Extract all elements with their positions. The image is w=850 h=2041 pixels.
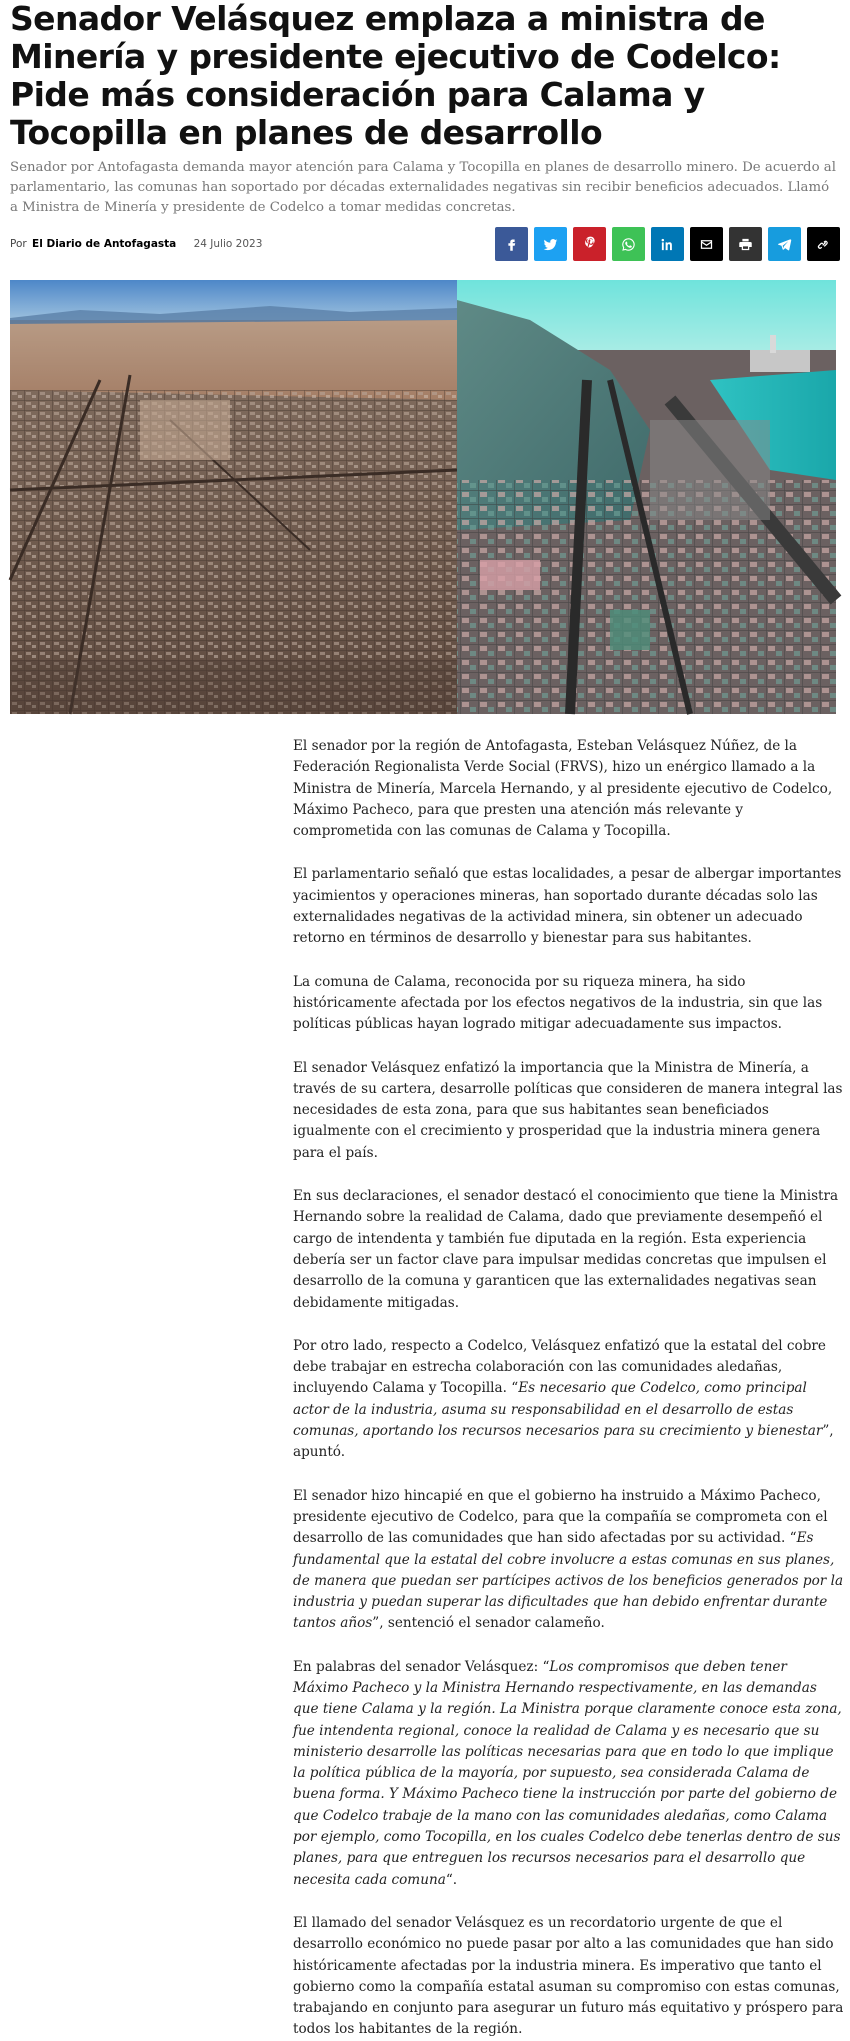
paragraph: La comuna de Calama, reconocida por su riqueza minera, ha sido históricamente afectada por los efectos negativos de la industria, sin que las políticas públicas hayan logrado mitigar adecuadamente sus impactos. [293,973,823,1033]
text: ”, apuntó. [293,1423,834,1461]
article-excerpt: Senador por Antofagasta demanda mayor atención para Calama y Tocopilla en planes de desarrollo minero. De acuerdo al parlamentario, las comunas han soportado por décadas externalidades negativas sin recibir beneficios adecuados. Llamó a Ministra de Minería y presidente de Codelco a tomar medidas concretas. [10,160,836,215]
quote: Es necesario que Codelco, como principal actor de la industria, asuma su responsabilidad en el desarrollo de estas comunas, aportando los recursos necesarios para su crecimiento y bienestar [293,1380,823,1440]
quote: Los compromisos que deben tener Máximo Pacheco y la Ministra Hernando respectivamente, en las demandas que tiene Calama y la región. La Ministra porque claramente conoce esta zona, fue intendenta regional, conoce la realidad de Calama y es necesario que su ministerio desarrolle las políticas necesarias para que en todo lo que implique la política pública de la mayoría, por supuesto, sea considerada Calama de buena forma. Y Máximo Pacheco tiene la instrucción por parte del gobierno de que Codelco trabaje de la mano con las comunidades aledañas, como Calama por ejemplo, como Tocopilla, en los cuales Codelco debe tenerlas dentro de sus planes, para que entreguen los recursos necesarios para el desarrollo que necesita cada comuna [293,1658,842,1888]
paragraph-with-quote [293,1336,845,1464]
copy-link-button[interactable] [807,227,840,261]
paragraph: En sus declaraciones, el senador destacó el conocimiento que tiene la Ministra Hernando sobre la realidad de Calama, dado que previamente desempeñó el cargo de intendenta y también fue diputada en la región. Esta experiencia debería ser un factor clave para impulsar medidas concretas que impulsen el desarrollo de la comuna y garanticen que las externalidades negativas sean debidamente mitigadas. [293,1188,839,1311]
paragraph: El senador por la región de Antofagasta, Esteban Velásquez Núñez, de la Federación Regionalista Verde Social (FRVS), hizo un enérgico llamado a la Ministra de Minería, Marcela Hernando, y al presidente ejecutivo de Codelco, Máximo Pacheco, para que presten una atención más relevante y comprometida con las comunas de Calama y Tocopilla. [293,738,833,840]
share-telegram-button[interactable] [768,227,801,261]
text: “. [445,1871,458,1888]
paragraph: El llamado del senador Velásquez es un recordatorio urgente de que el desarrollo económico no puede pasar por alto a las comunidades que han sido históricamente afectadas por la industria minera. Es imperativo que tanto el gobierno como la compañía estatal asuman su compromiso con estas comunas, trabajando en conjunto para asegurar un futuro más equitativo y próspero para todos los habitantes de la región. [293,1914,844,2038]
mail-icon [699,237,714,252]
article-title: Senador Velásquez emplaza a ministra de Minería y presidente ejecutivo de Codelco: Pide más consideración para Calama y Tocopilla en planes de desarrollo [10,0,781,152]
aerial-cities-photo [10,280,836,714]
share-twitter-button[interactable] [534,227,567,261]
publish-date: 24 Julio 2023 [193,238,263,250]
text: Por otro lado, respecto a Codelco, Velásquez enfatizó que la estatal del cobre debe trabajar en estrecha colaboración con las comunidades aledañas, incluyendo Calama y Tocopilla. “ [293,1337,826,1397]
author-link[interactable]: El Diario de Antofagasta [32,238,177,250]
share-email-button[interactable] [690,227,723,261]
by-label: Por [10,238,27,250]
quote: Es fundamental que la estatal del cobre involucre a estas comunas en sus planes, de manera que puedan ser partícipes activos de los beneficios generados por la industria y puedan superar las dificultades que han debido enfrentar durante tantos años [293,1530,844,1632]
link-icon [816,237,831,252]
text: ”, sentenció el senador calameño. [372,1615,605,1632]
paragraph-with-quote [293,1657,845,1891]
text: En palabras del senador Velásquez: “ [293,1658,550,1675]
share-pinterest-button[interactable] [573,227,606,261]
share-facebook-button[interactable] [495,227,528,261]
print-icon [738,237,753,252]
whatsapp-icon [621,237,636,252]
facebook-icon [504,237,519,252]
meta-row [10,226,840,262]
share-bar [495,227,840,261]
paragraph-with-quote [293,1486,845,1635]
share-linkedin-button[interactable] [651,227,684,261]
pinterest-icon [582,237,597,252]
twitter-icon [543,237,558,252]
byline [10,238,262,250]
article-body [293,736,845,2041]
paragraph: El parlamentario señaló que estas localidades, a pesar de albergar importantes yacimientos y operaciones mineras, han soportado durante décadas solo las externalidades negativas de la actividad minera, sin obtener un adecuado retorno en términos de desarrollo y bienestar para sus habitantes. [293,866,842,947]
share-whatsapp-button[interactable] [612,227,645,261]
telegram-icon [777,237,792,252]
print-button[interactable] [729,227,762,261]
paragraph: El senador Velásquez enfatizó la importancia que la Ministra de Minería, a través de su cartera, desarrolle políticas que consideren de manera integral las necesidades de esta zona, para que sus habitantes sean beneficiados igualmente con el crecimiento y prosperidad que la industria minera genera para el país. [293,1059,843,1161]
hero-image [10,280,836,714]
linkedin-icon [660,237,675,252]
text: El senador hizo hincapié en que el gobierno ha instruido a Máximo Pacheco, presidente ejecutivo de Codelco, para que la compañía se comprometa con el desarrollo de las comunidades que han sido afectadas por su actividad. “ [293,1487,828,1547]
